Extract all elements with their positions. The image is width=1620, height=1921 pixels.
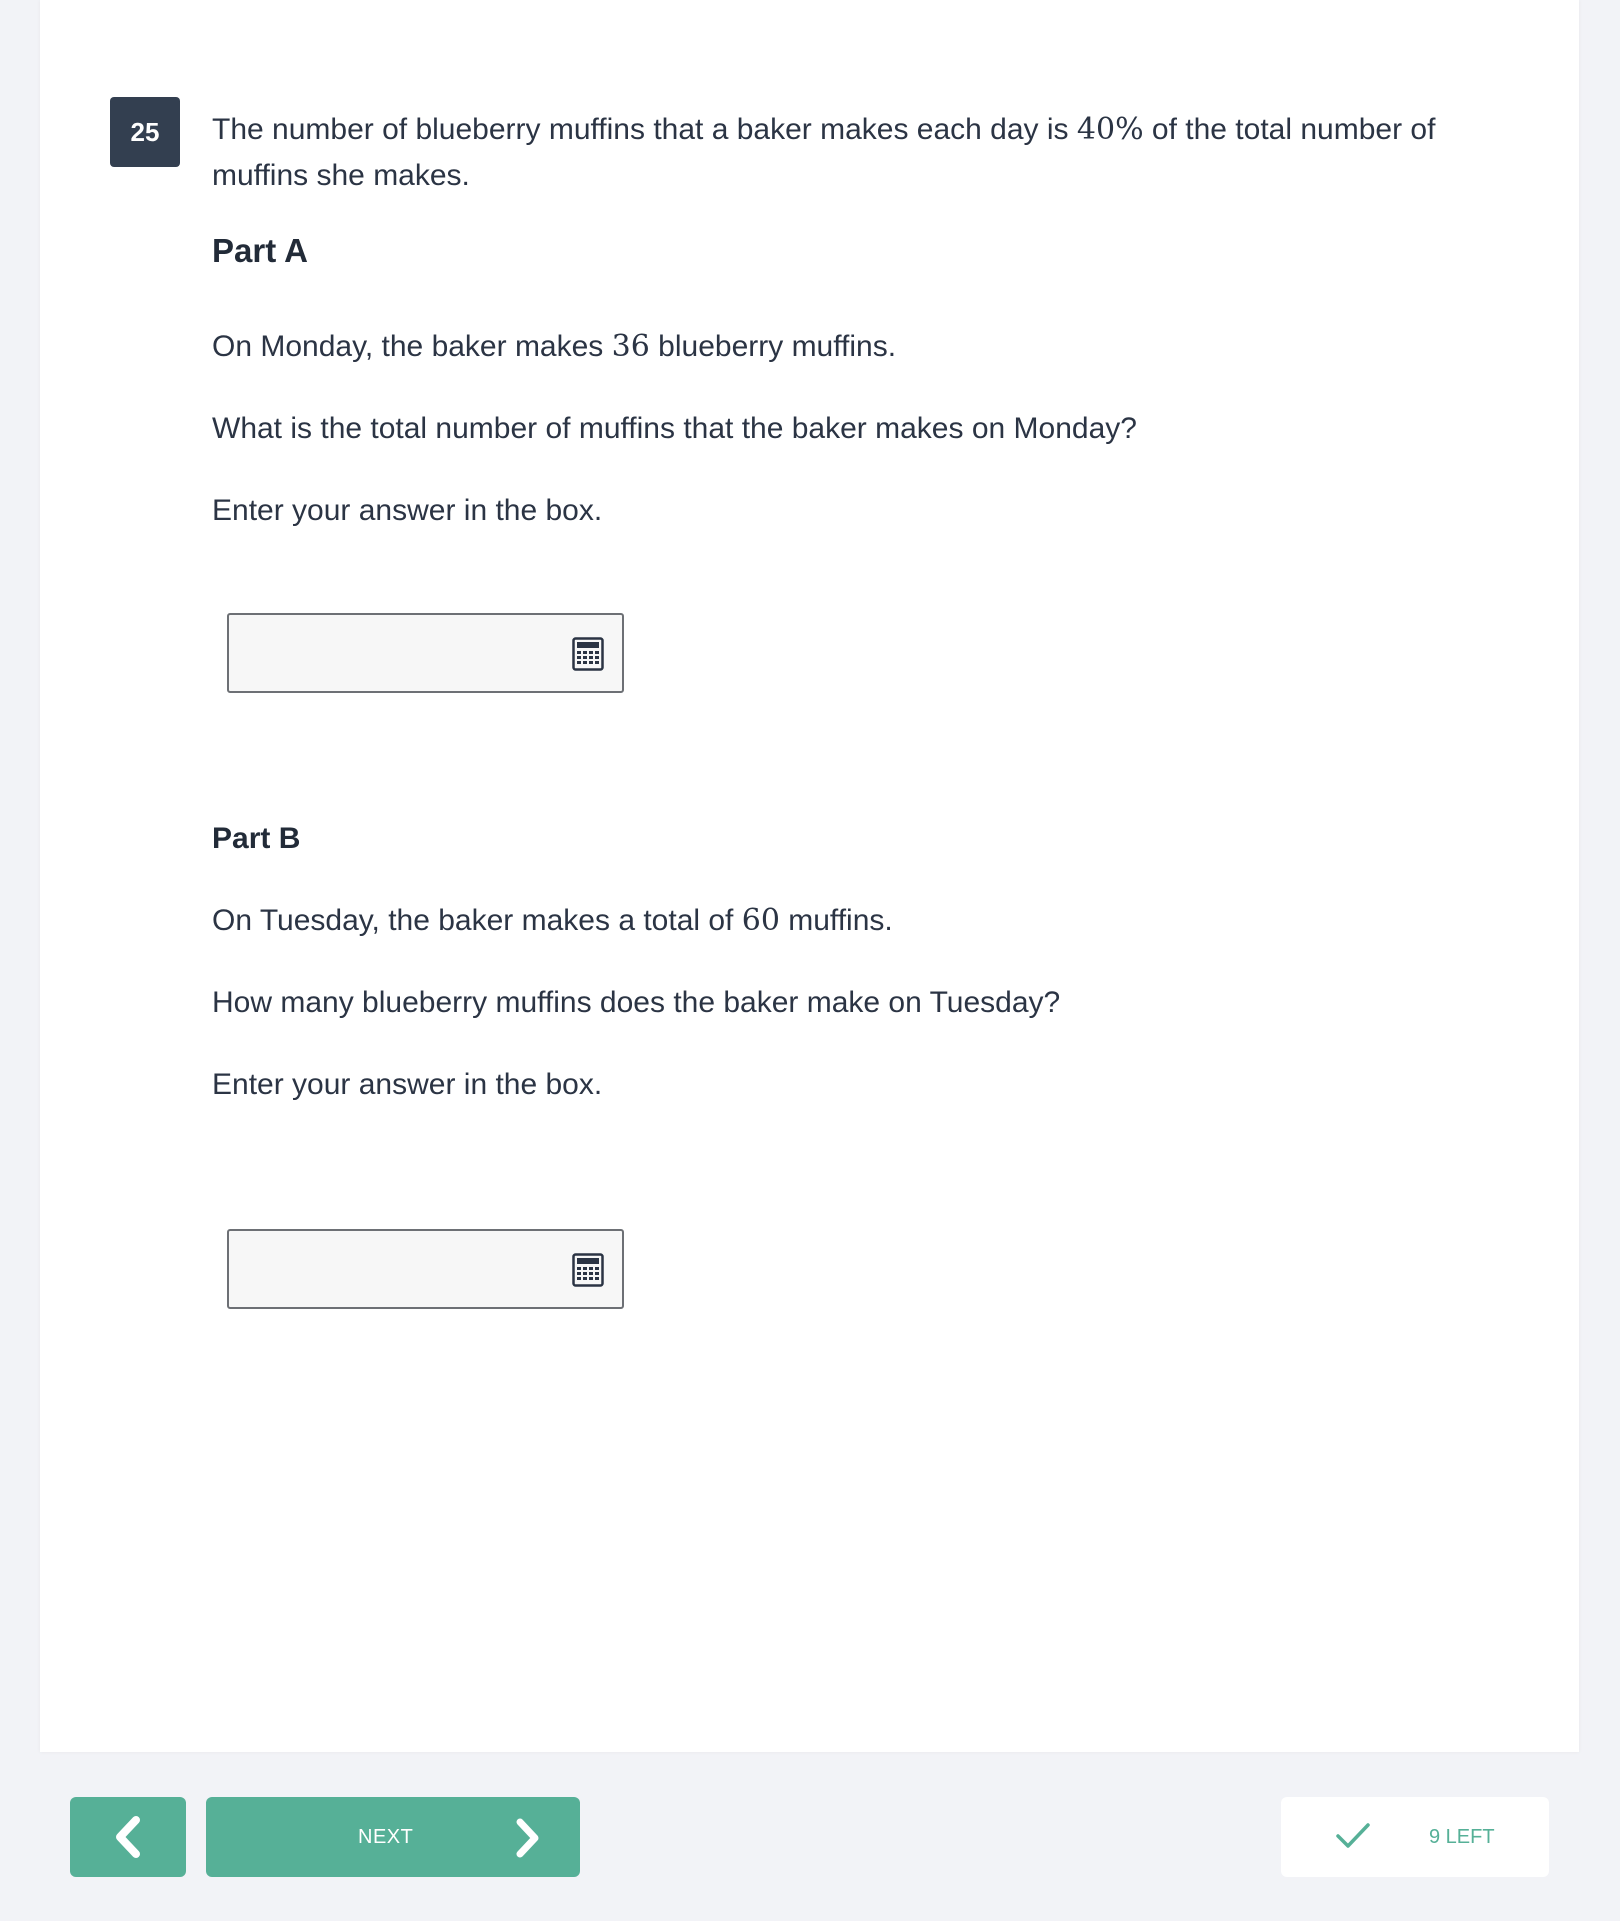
part-b-question: How many blueberry muffins does the baker make on Tuesday? bbox=[212, 986, 1061, 1019]
part-b-heading: Part B bbox=[212, 822, 301, 855]
part-a-math-value: 36 bbox=[611, 329, 650, 364]
part-a-question: What is the total number of muffins that the baker makes on Monday? bbox=[212, 412, 1137, 445]
part-a-text-before: On Monday, the baker makes bbox=[212, 330, 612, 363]
part-b-answer-input[interactable] bbox=[229, 1231, 559, 1307]
part-a-heading: Part A bbox=[212, 232, 308, 269]
part-b-instruction: Enter your answer in the box. bbox=[212, 1068, 603, 1101]
part-a-answer-box[interactable] bbox=[227, 613, 624, 693]
previous-button[interactable] bbox=[70, 1797, 186, 1877]
chevron-left-icon bbox=[112, 1815, 144, 1859]
review-remaining-button[interactable] bbox=[1281, 1797, 1549, 1877]
part-a-statement bbox=[212, 324, 896, 370]
part-b-text-before: On Tuesday, the baker makes a total of bbox=[212, 904, 742, 937]
part-b-math-value: 60 bbox=[741, 903, 780, 938]
stem-math-percent: 40% bbox=[1076, 112, 1144, 147]
part-a-answer-input[interactable] bbox=[229, 615, 559, 691]
question-number-badge: 25 bbox=[110, 97, 180, 167]
check-icon bbox=[1335, 1821, 1371, 1851]
remaining-count-label: 9 LEFT bbox=[1429, 1826, 1495, 1848]
next-button-label: NEXT bbox=[358, 1826, 414, 1848]
part-b-text-after: muffins. bbox=[779, 904, 893, 937]
calculator-icon[interactable] bbox=[572, 1253, 604, 1287]
next-button[interactable] bbox=[206, 1797, 580, 1877]
question-stem bbox=[212, 107, 1512, 199]
part-a-text-after: blueberry muffins. bbox=[649, 330, 897, 363]
calculator-icon[interactable] bbox=[572, 637, 604, 671]
part-a-instruction: Enter your answer in the box. bbox=[212, 494, 603, 527]
stem-text-before: The number of blueberry muffins that a baker makes each day is bbox=[212, 113, 1077, 146]
part-b-statement bbox=[212, 898, 893, 944]
part-b-answer-box[interactable] bbox=[227, 1229, 624, 1309]
stem-text-after: of the total number of muffins she makes. bbox=[212, 113, 1436, 192]
chevron-right-icon bbox=[512, 1817, 542, 1859]
